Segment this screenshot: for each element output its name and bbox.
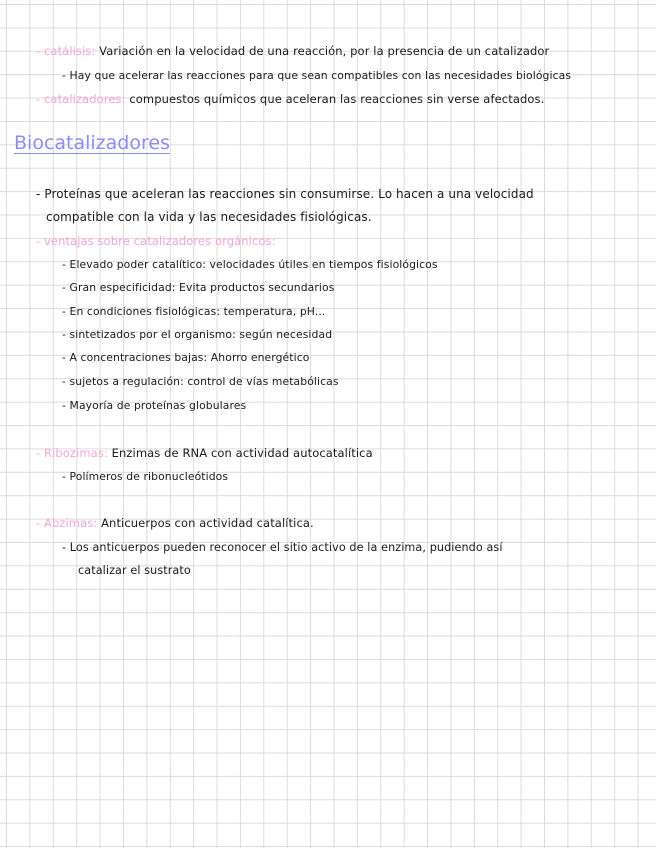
advantage-item: - Elevado poder catalítico: velocidades útiles en tiempos fisiológicos — [62, 258, 438, 271]
definition-line-1: - Proteínas que aceleran las reacciones sin consumirse. Lo hacen a una velocidad — [36, 187, 534, 201]
term-abzimas: - Abzimas: — [36, 516, 98, 530]
ribozymes-subitem: - Polímeros de ribonucleótidos — [62, 470, 229, 483]
intro-line-accelerate — [62, 69, 571, 82]
intro-line-catalysis — [36, 44, 549, 58]
advantage-item: - Mayoría de proteínas globulares — [62, 399, 247, 412]
definition-catalizadores: compuestos químicos que aceleran las reacciones sin verse afectados. — [129, 92, 545, 106]
note-accelerate: - Hay que acelerar las reacciones para que sean compatibles con las necesidades biológicas — [62, 69, 572, 82]
advantage-item: - En condiciones fisiológicas: temperatura, pH... — [62, 305, 326, 318]
definition-line-2: compatible con la vida y las necesidades fisiológicas. — [46, 210, 372, 224]
term-catalizadores: - catalizadores: — [36, 92, 126, 106]
intro-line-catalysts — [36, 92, 544, 106]
section-heading: Biocatalizadores — [14, 132, 170, 154]
definition-ribozimas: Enzimas de RNA con actividad autocatalítica — [111, 446, 373, 460]
abzymes-subitem-1: - Los anticuerpos pueden reconocer el sitio activo de la enzima, pudiendo así — [62, 541, 503, 554]
definition-catalisis: Variación en la velocidad de una reacción, por la presencia de un catalizador — [99, 44, 550, 58]
abzymes-line — [36, 516, 314, 530]
advantage-item: - Gran especificidad: Evita productos secundarios — [62, 281, 335, 294]
advantage-item: - sujetos a regulación: control de vías metabólicas — [62, 375, 339, 388]
advantage-item: - sintetizados por el organismo: según necesidad — [62, 328, 333, 341]
ribozymes-line — [36, 446, 373, 460]
definition-abzimas: Anticuerpos con actividad catalítica. — [101, 516, 314, 530]
abzymes-subitem-2: catalizar el sustrato — [78, 564, 191, 577]
term-ribozimas: - Ribozimas: — [36, 446, 108, 460]
advantage-item: - A concentraciones bajas: Ahorro energético — [62, 351, 310, 364]
term-catalisis: - catálisis: — [36, 44, 96, 58]
advantages-title: - ventajas sobre catalizadores orgánicos: — [36, 234, 276, 248]
